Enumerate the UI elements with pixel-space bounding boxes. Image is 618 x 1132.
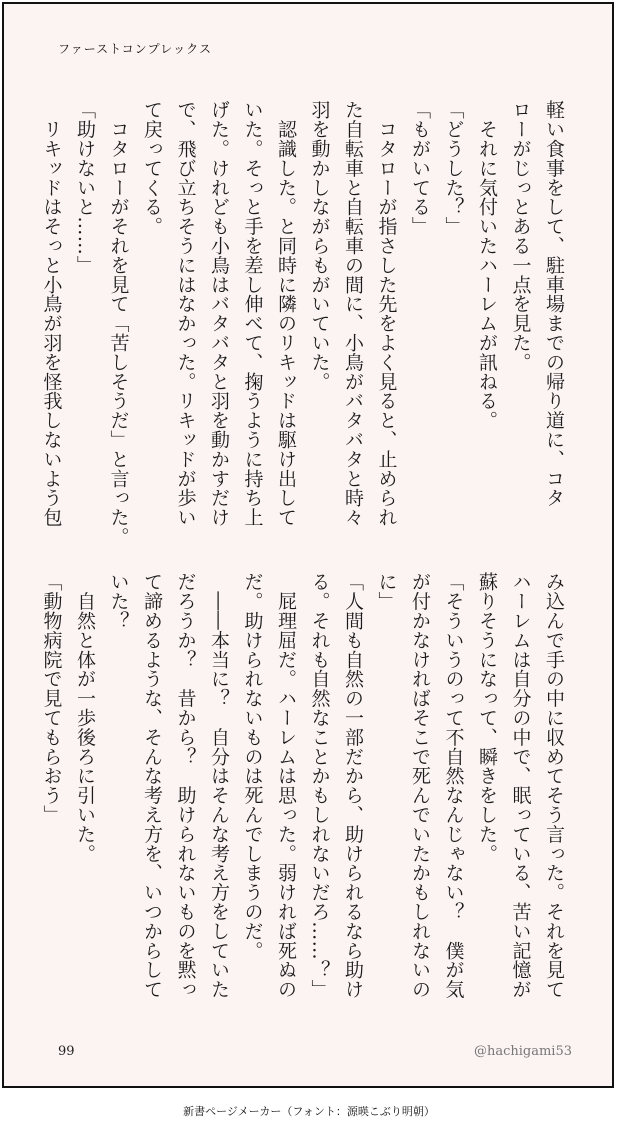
author-handle: @hachigami53 — [473, 1044, 572, 1059]
body-text-lower-block: み込んで手の中に収めてそう言った。それを見て ハーレムは自分の中で、眠っている、苦い記憶が 蘇りそうになって、瞬きをした。 「そういうのって不自然なんじゃない？ 僕が気 が付かなければそこで死んでいたかもしれないの に」 「人間も自然の一部だから、助けられるなら助け る。それも自然なことかもしれないだろ……？」 屁理屈だ。ハーレムは思った。弱ければ死ぬの だ。助けられないものは死んでしまうのだ。 ――本当に？ 自分はそんな考え方をしていた だろうか？ 昔から？ 助けられないものを黙っ て諦めるような、そんな考え方を、いつからして いた？ 自然と体が一歩後ろに引いた。 「動物病院で見てもらおう」 — [40, 572, 565, 999]
running-header-title: ファーストコンプレックス — [58, 42, 212, 56]
page-number: 99 — [58, 1044, 75, 1059]
generator-caption: 新書ページメーカー（フォント：源暎こぶり明朝） — [183, 1105, 435, 1118]
book-page — [2, 2, 614, 1088]
body-text-upper-block: 軽い食事をして、駐車場までの帰り道に、コタ ローがじっとある一点を見た。 それに気付いたハーレムが訊ねる。 「どうした？」 「もがいてる」 コタローが指さした先をよく見ると、止められ た自転車と自転車の間に、小鳥がバタバタと時々 羽を動かしながらもがいていた。 認識した。と同時に隣のリキッドは駆け出して いた。そっと手を差し伸べて、掬うように持ち上 げた。けれども小鳥はバタバタと羽を動かすだけ で、飛び立ちそうにはなかった。リキッドが歩い て戻ってくる。 コタローがそれを見て「苦しそうだ」と言った。 「助けないと……」 リキッドはそっと小鳥が羽を怪我しないよう包 — [40, 100, 565, 547]
